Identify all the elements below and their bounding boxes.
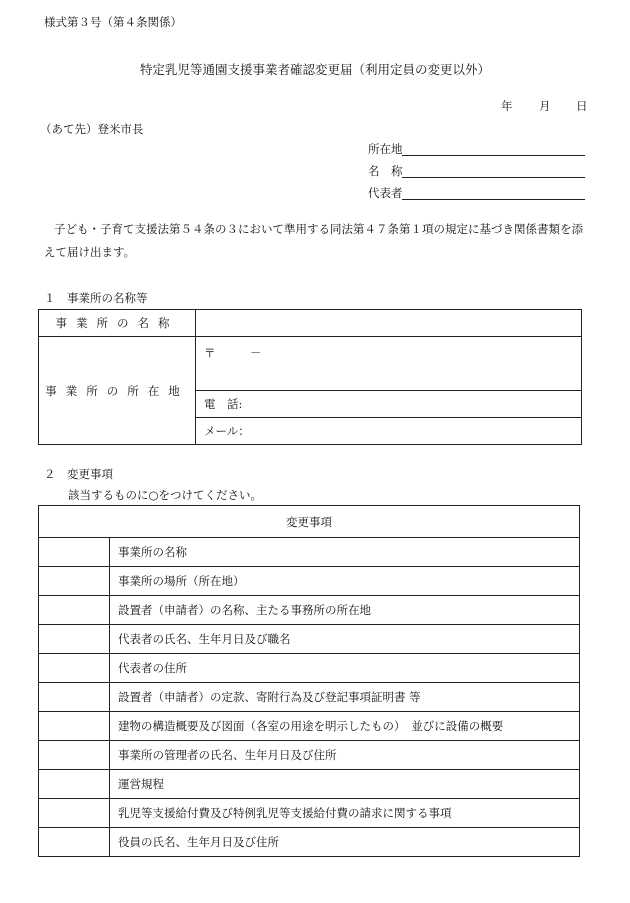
change-item-check-9[interactable] [39,770,110,799]
form-number: 様式第３号（第４条関係） [44,15,182,29]
facility-name-label: 事業所の名称 [39,310,196,337]
change-item-check-1[interactable] [39,538,110,567]
applicant-name-field[interactable] [402,177,585,178]
change-items-header: 変更事項 [39,506,580,538]
date-year-label: 年 [501,99,513,113]
change-item-6: 設置者（申請者）の定款、寄附行為及び登記事項証明書 等 [110,683,580,712]
change-item-11: 役員の氏名、生年月日及び住所 [110,828,580,857]
section2-heading: ２ 変更事項 [44,467,113,481]
addressee: （あて先）登米市長 [40,122,144,136]
date-day-label: 日 [576,99,588,113]
change-item-1: 事業所の名称 [110,538,580,567]
change-item-5: 代表者の住所 [110,654,580,683]
change-item-4: 代表者の氏名、生年月日及び職名 [110,625,580,654]
change-item-check-8[interactable] [39,741,110,770]
change-item-check-3[interactable] [39,596,110,625]
change-item-check-11[interactable] [39,828,110,857]
change-items-table [38,505,580,857]
change-item-check-10[interactable] [39,799,110,828]
change-item-10: 乳児等支援給付費及び特例乳児等支援給付費の請求に関する事項 [110,799,580,828]
change-item-check-6[interactable] [39,683,110,712]
section2-instruction: 該当するものに○をつけてください。 [68,488,263,502]
applicant-address-field[interactable] [402,155,585,156]
applicant-address-label: 所在地 [368,142,403,156]
date-month-label: 月 [539,99,551,113]
facility-email-field[interactable]: メール： [196,418,582,445]
change-item-7: 建物の構造概要及び図面（各室の用途を明示したもの） 並びに設備の概要 [110,712,580,741]
facility-name-field[interactable] [196,310,582,337]
body-text: 子ども・子育て支援法第５４条の３において準用する同法第４７条第１項の規定に基づき関係書類を添えて届け出ます。 [44,222,583,259]
applicant-name-label: 名 称 [368,164,403,178]
section1-heading: １ 事業所の名称等 [44,291,148,305]
change-item-check-4[interactable] [39,625,110,654]
document-title: 特定乳児等通園支援事業者確認変更届（利用定員の変更以外） [139,62,490,77]
change-item-3: 設置者（申請者）の名称、主たる事務所の所在地 [110,596,580,625]
applicant-representative-field[interactable] [402,199,585,200]
applicant-representative-label: 代表者 [368,186,403,200]
facility-phone-field[interactable]: 電 話: [196,391,582,418]
facility-postal-field[interactable]: 〒 － [196,337,582,391]
change-item-check-7[interactable] [39,712,110,741]
change-item-check-2[interactable] [39,567,110,596]
change-item-8: 事業所の管理者の氏名、生年月日及び住所 [110,741,580,770]
change-item-check-5[interactable] [39,654,110,683]
change-item-2: 事業所の場所（所在地） [110,567,580,596]
change-item-9: 運営規程 [110,770,580,799]
facility-info-table [38,309,582,445]
facility-location-label: 事業所の所在地 [39,337,196,445]
